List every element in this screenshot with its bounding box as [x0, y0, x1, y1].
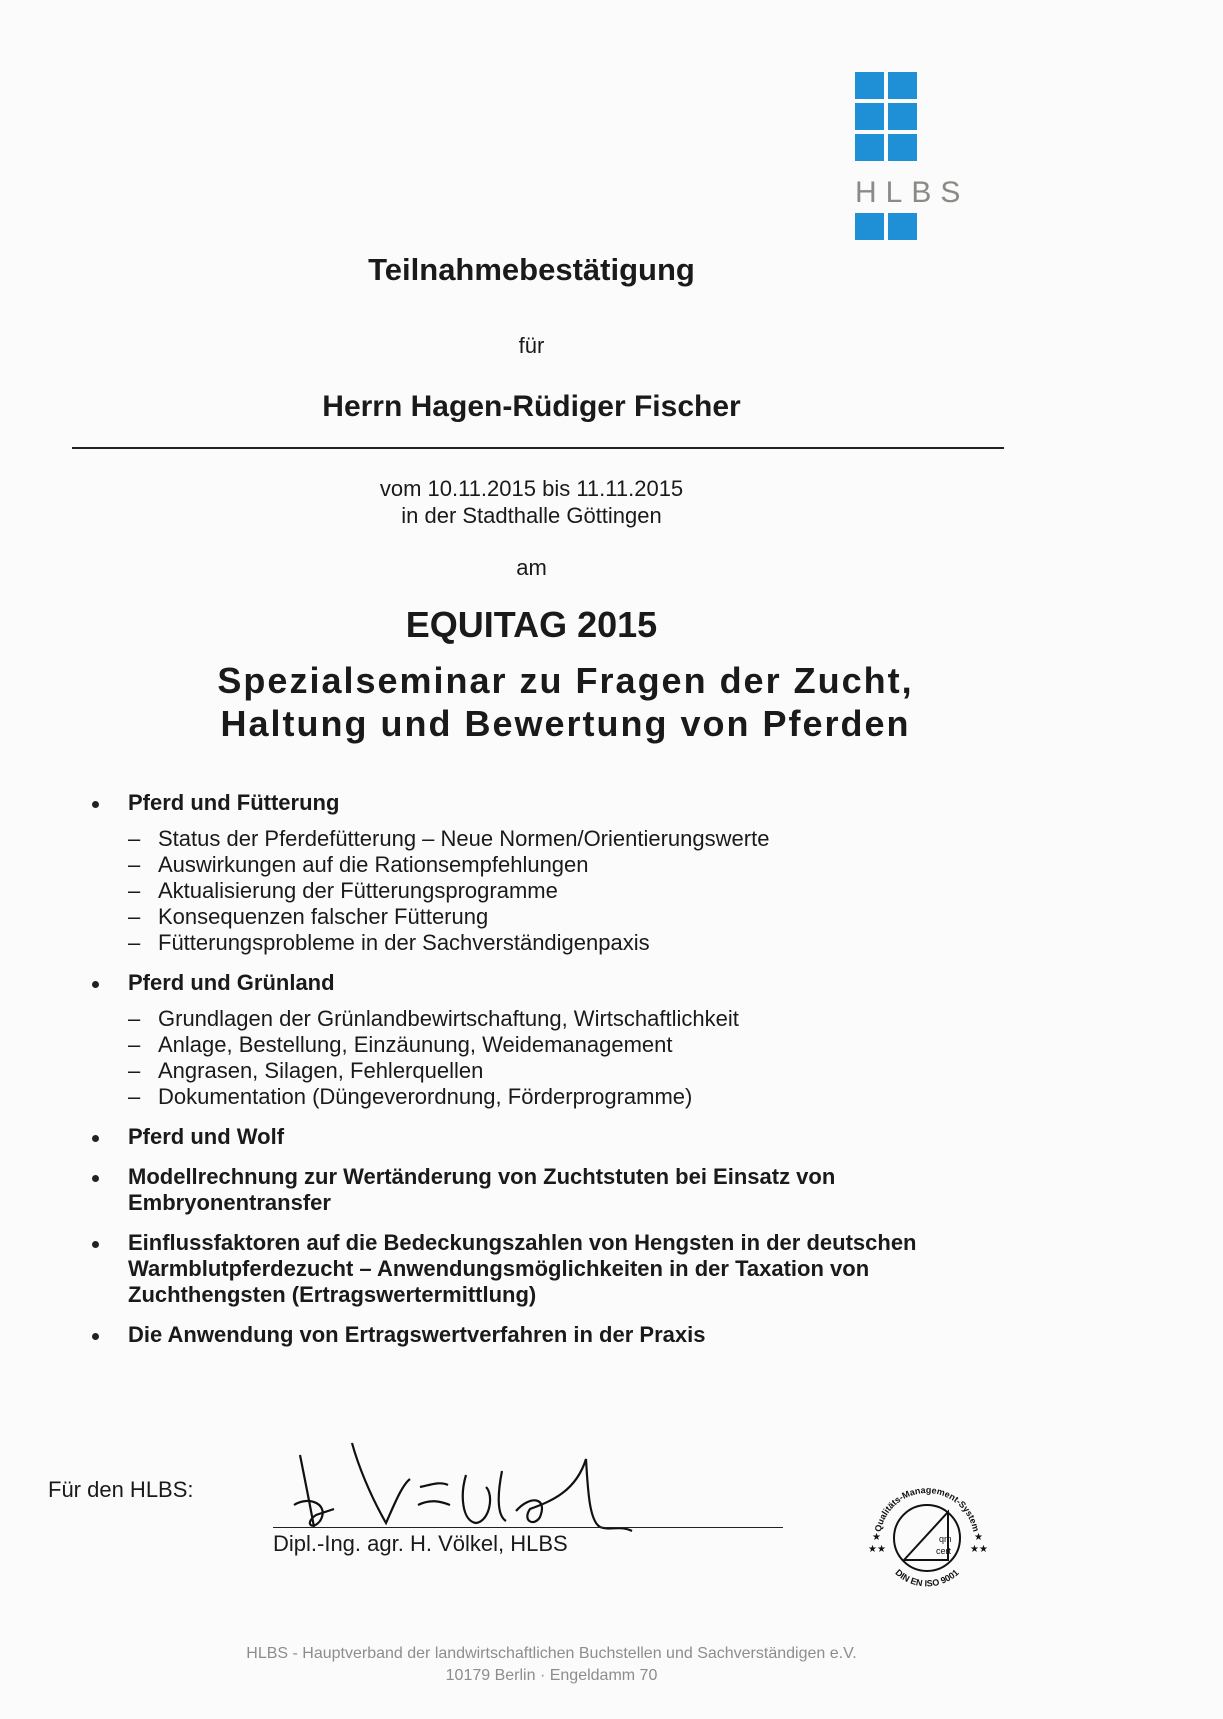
- topic-title: Modellrechnung zur Wertänderung von Zuchtstuten bei Einsatz von Embryonentransfer: [128, 1164, 836, 1215]
- footer-address: 10179 Berlin · Engeldamm 70: [445, 1667, 658, 1684]
- signer-name: Dipl.-Ing. agr. H. Völkel, HLBS: [273, 1531, 568, 1556]
- signature-label: Für den HLBS:: [48, 1477, 194, 1502]
- subtopic-item: – Dokumentation (Düngeverordnung, Förderprogramme): [128, 1084, 693, 1109]
- bullet-icon: [92, 1175, 99, 1182]
- svg-text:DIN EN ISO 9001: DIN EN ISO 9001: [893, 1567, 961, 1589]
- venue: in der Stadthalle Göttingen: [401, 503, 662, 528]
- topic-item: [90, 970, 1090, 1110]
- date-range: vom 10.11.2015 bis 11.11.2015: [379, 476, 684, 501]
- svg-text:★★: ★★: [970, 1544, 988, 1555]
- svg-text:★: ★: [974, 1532, 983, 1543]
- topic-title: Einflussfaktoren auf die Bedeckungszahlen von Hengsten in der deutschen Warmblutpferdezucht – Anwendungsmöglichkeiten in der Taxation von Zuchthengsten (Ertragswertermittlung): [128, 1230, 917, 1307]
- svg-text:qm: qm: [939, 1534, 952, 1544]
- divider: [72, 447, 1004, 449]
- svg-text:Qualitäts-Management-System: Qualitäts-Management-System: [872, 1484, 982, 1533]
- subtopic-item: – Status der Pferdefütterung – Neue Normen/Orientierungswerte: [128, 826, 770, 851]
- topic-item: [90, 1322, 1090, 1348]
- certificate-title: Teilnahmebestätigung: [368, 252, 695, 287]
- subtopic-item: – Anlage, Bestellung, Einzäunung, Weidemanagement: [128, 1032, 673, 1057]
- event-subtitle-line2: Haltung und Bewertung von Pferden: [220, 703, 911, 744]
- topic-item: [90, 1230, 1090, 1308]
- footer-organization: HLBS - Hauptverband der landwirtschaftlichen Buchstellen und Sachverständigen e.V.: [246, 1645, 857, 1662]
- subtopic-item: – Aktualisierung der Fütterungsprogramme: [128, 878, 558, 903]
- recipient-name: Herrn Hagen-Rüdiger Fischer: [322, 390, 741, 423]
- svg-text:★★: ★★: [868, 1544, 886, 1555]
- svg-text:★: ★: [872, 1532, 881, 1543]
- topic-title: Pferd und Grünland: [128, 970, 335, 995]
- subtopic-list: [128, 826, 1090, 956]
- bullet-icon: [92, 1333, 99, 1340]
- event-title: EQUITAG 2015: [405, 604, 658, 645]
- topic-item: [90, 790, 1090, 956]
- topic-title: Die Anwendung von Ertragswertverfahren in der Praxis: [128, 1322, 706, 1347]
- topic-title: Pferd und Wolf: [128, 1124, 285, 1149]
- bullet-icon: [92, 1241, 99, 1248]
- event-subtitle-line1: Spezialseminar zu Fragen der Zucht,: [217, 660, 914, 701]
- topic-item: [90, 1124, 1090, 1150]
- bullet-icon: [92, 981, 99, 988]
- subtopic-item: – Auswirkungen auf die Rationsempfehlungen: [128, 852, 589, 877]
- subtopic-item: – Angrasen, Silagen, Fehlerquellen: [128, 1058, 484, 1083]
- am-label: am: [516, 555, 547, 580]
- for-label: für: [518, 333, 545, 358]
- topic-list: [90, 790, 1090, 1362]
- logo-wordmark: HLBS: [855, 176, 970, 209]
- subtopic-item: – Fütterungsprobleme in der Sachverständigenpaxis: [128, 930, 650, 955]
- topic-item: [90, 1164, 1090, 1216]
- subtopic-item: – Konsequenzen falscher Fütterung: [128, 904, 489, 929]
- topic-title: Pferd und Fütterung: [128, 790, 340, 815]
- signature-image: [290, 1435, 680, 1545]
- bullet-icon: [92, 1135, 99, 1142]
- subtopic-list: [128, 1006, 1090, 1110]
- subtopic-item: – Grundlagen der Grünlandbewirtschaftung, Wirtschaftlichkeit: [128, 1006, 739, 1031]
- signature-line: [273, 1527, 783, 1528]
- svg-text:cert: cert: [936, 1546, 952, 1556]
- bullet-icon: [92, 801, 99, 808]
- hlbs-logo: [855, 72, 995, 242]
- qm-cert-seal: [862, 1470, 992, 1600]
